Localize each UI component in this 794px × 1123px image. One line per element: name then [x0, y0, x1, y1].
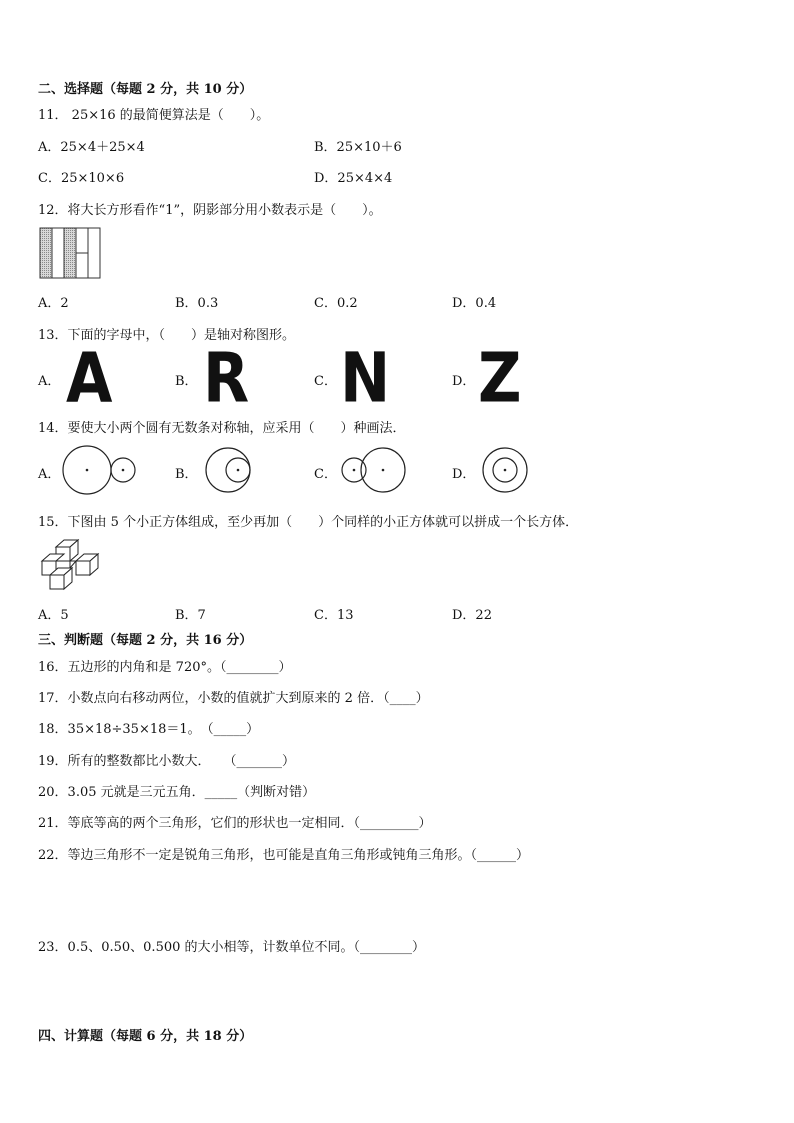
question-14-option-c: C． — [314, 467, 337, 482]
section-title-judgment: 三、判断题（每题 2 分，共 16 分） — [38, 633, 253, 648]
section-title-choice: 二、选择题（每题 2 分，共 10 分） — [38, 82, 253, 97]
question-11-stem: 11． 25×16 的最简便算法是（ ）。 — [38, 108, 270, 123]
question-13-option-c: C． — [314, 374, 337, 389]
question-22: 22．等边三角形不一定是锐角三角形，也可能是直角三角形或钝角三角形。（______） — [38, 848, 530, 863]
shaded-strip-2 — [64, 228, 76, 278]
question-14-stem: 14．要使大小两个圆有无数条对称轴，应采用（ ）种画法． — [38, 421, 406, 436]
letter-r-figure: R — [203, 338, 250, 419]
question-12-stem: 12．将大长方形看作“1”，阴影部分用小数表示是（ ）。 — [38, 203, 382, 218]
circles-internal-tangent-figure — [204, 445, 256, 497]
question-15-stem: 15．下图由 5 个小正方体组成，至少再加（ ）个同样的小正方体就可以拼成一个长方体． — [38, 515, 579, 530]
circles-external-tangent-figure — [60, 445, 140, 497]
question-15-option-d: D．22 — [452, 608, 492, 623]
question-12-option-c: C．0.2 — [314, 296, 358, 311]
shaded-rectangle-figure — [40, 228, 102, 280]
question-21: 21．等底等高的两个三角形，它们的形状也一定相同．（_________） — [38, 816, 432, 831]
question-12-option-b: B．0.3 — [175, 296, 219, 311]
question-23: 23．0.5、0.50、0.500 的大小相等，计数单位不同。（________） — [38, 940, 426, 955]
question-15-option-a: A．5 — [38, 608, 69, 623]
question-13-option-a: A． — [38, 374, 61, 389]
question-20: 20．3.05 元就是三元五角．_____（判断对错） — [38, 785, 316, 800]
question-13-option-b: B． — [175, 374, 198, 389]
question-17: 17．小数点向右移动两位，小数的值就扩大到原来的 2 倍．（____） — [38, 691, 429, 706]
section-title-calculation: 四、计算题（每题 6 分，共 18 分） — [38, 1029, 253, 1044]
question-14-option-b: B． — [175, 467, 198, 482]
question-12-option-a: A．2 — [38, 296, 69, 311]
letter-n-figure: N — [340, 338, 391, 419]
letter-z-figure: Z — [478, 338, 522, 419]
question-19: 19．所有的整数都比小数大． （_______） — [38, 754, 296, 769]
cube-stack-figure — [36, 538, 102, 592]
question-16: 16．五边形的内角和是 720°。（________） — [38, 660, 292, 675]
letter-a-figure: A — [66, 338, 113, 419]
question-14-option-a: A． — [38, 467, 61, 482]
question-12-option-d: D．0.4 — [452, 296, 497, 311]
circles-overlapping-figure — [340, 445, 410, 497]
circles-concentric-figure — [480, 445, 532, 497]
question-13-stem: 13．下面的字母中，（ ）是轴对称图形。 — [38, 328, 296, 343]
question-15-option-c: C．13 — [314, 608, 354, 623]
question-18: 18．35×18÷35×18＝1。 （_____） — [38, 722, 260, 737]
question-11-option-d: D．25×4×4 — [314, 171, 393, 186]
question-13-option-d: D． — [452, 374, 476, 389]
question-14-option-d: D． — [452, 467, 476, 482]
question-11-option-c: C．25×10×6 — [38, 171, 125, 186]
question-15-option-b: B．7 — [175, 608, 206, 623]
question-11-option-b: B．25×10＋6 — [314, 140, 402, 155]
shaded-strip-1 — [40, 228, 52, 278]
question-11-option-a: A．25×4＋25×4 — [38, 140, 145, 155]
